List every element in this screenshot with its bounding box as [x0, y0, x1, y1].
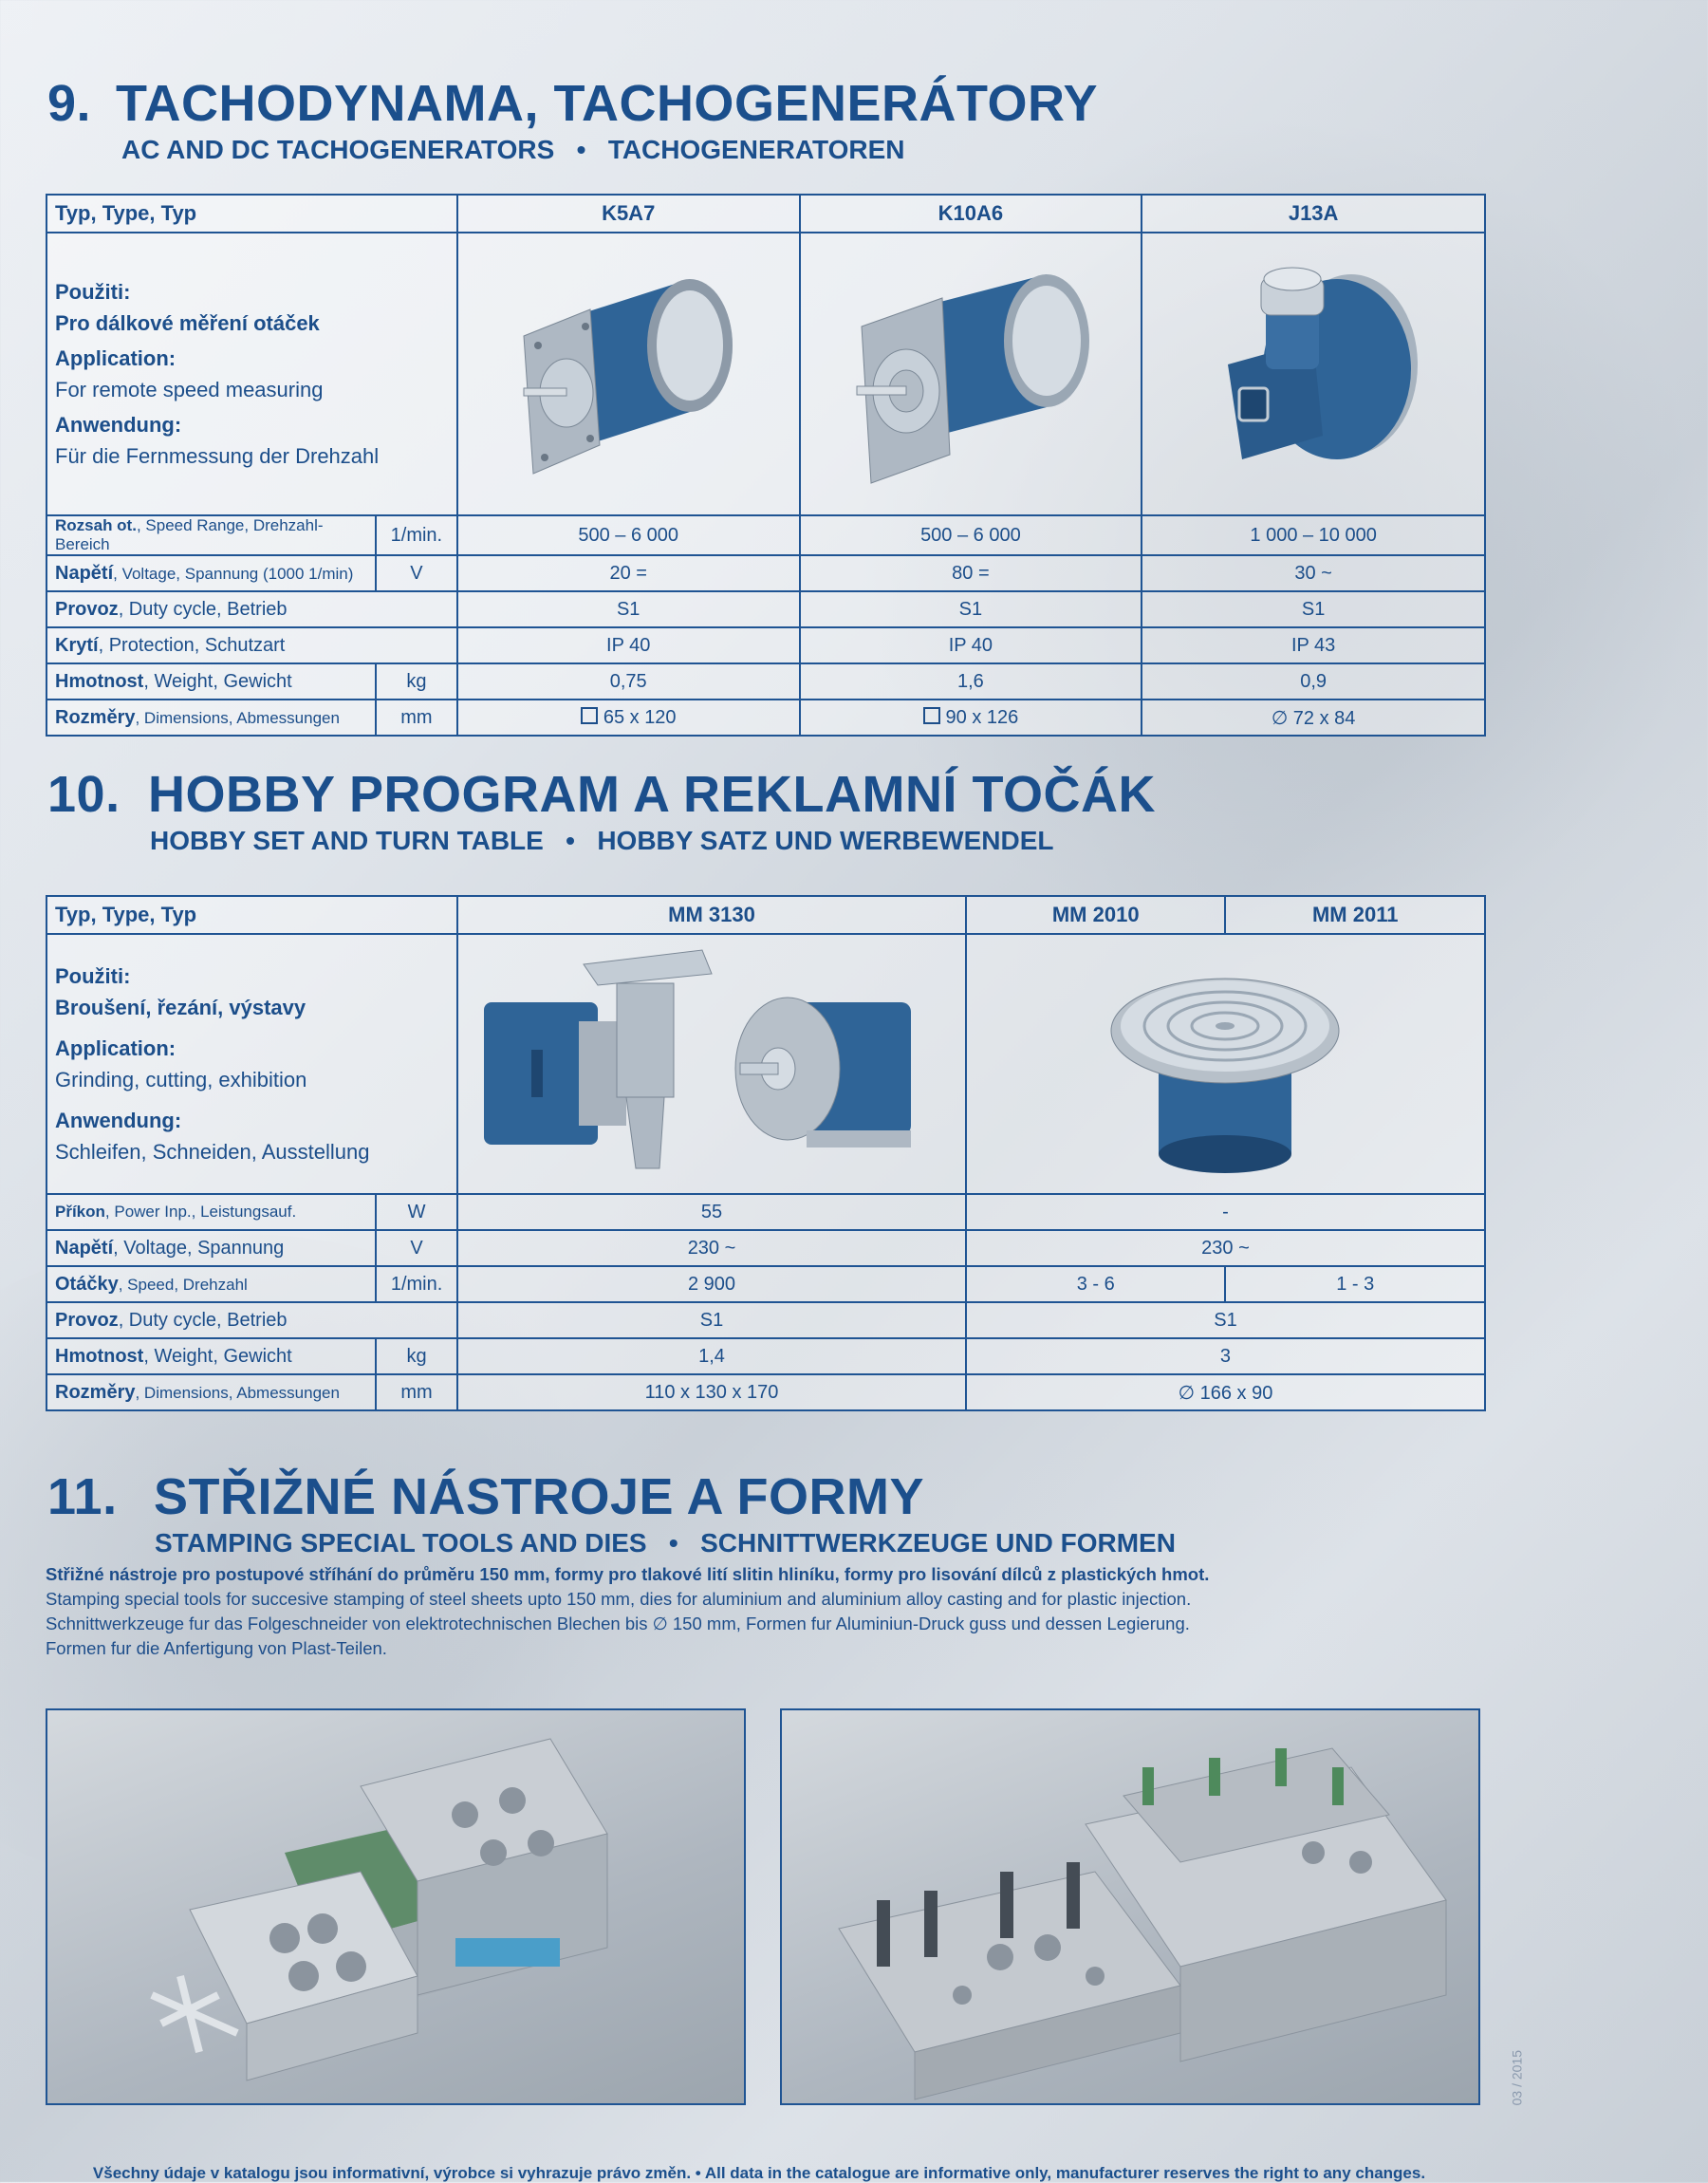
row-label-speed: Otáčky, Speed, Drehzahl — [46, 1266, 376, 1302]
table-header-row — [46, 195, 1485, 233]
value-cell: 20 = — [457, 555, 800, 591]
value-cell: S1 — [1142, 591, 1485, 627]
value-cell: S1 — [457, 1302, 966, 1338]
type-header-label: Typ, Type, Typ — [46, 195, 457, 233]
row-label-voltage: Napětí, Voltage, Spannung (1000 1/min) — [46, 555, 376, 591]
model-j13a: J13A — [1142, 195, 1485, 233]
hobby-spec-table — [46, 895, 1486, 1411]
value-cell: 230 ~ — [966, 1230, 1485, 1266]
value-cell: - — [966, 1194, 1485, 1230]
row-label-dimensions: Rozměry, Dimensions, Abmessungen — [46, 700, 376, 736]
stamping-tool-photo — [780, 1708, 1480, 2105]
application-text: Použiti: Pro dálkové měření otáček Application: For remote speed measuring Anwendung: Für die Fernmessung der Drehzahl — [46, 233, 457, 515]
tachogenerator-k10a6-icon — [828, 251, 1113, 497]
value-cell: S1 — [966, 1302, 1485, 1338]
section-11-title: 11. STŘIŽNÉ NÁSTROJE A FORMY — [47, 1468, 925, 1525]
section-9-title: 9. TACHODYNAMA, TACHOGENERÁTORY — [47, 75, 1098, 132]
row-label-protection: Krytí, Protection, Schutzart — [46, 627, 457, 663]
row-unit: V — [376, 1230, 457, 1266]
table-row — [46, 663, 1485, 700]
value-cell: ∅ 72 x 84 — [1142, 700, 1485, 736]
row-label-dimensions: Rozměry, Dimensions, Abmessungen — [46, 1374, 376, 1410]
value-cell: 500 – 6 000 — [457, 515, 800, 555]
footer-disclaimer: Všechny údaje v katalogu jsou informativní, výrobce si vyhrazuje právo změn. • All data in the catalogue are informative only, manufacturer reserves the right to any changes. — [92, 2164, 1426, 2182]
k5a7-image — [457, 233, 800, 515]
table-row — [46, 1338, 1485, 1374]
value-cell: ∅ 166 x 90 — [966, 1374, 1485, 1410]
section-10-subtitle: HOBBY SET AND TURN TABLE • HOBBY SATZ UND WERBEWENDEL — [150, 826, 1054, 855]
application-text: Použiti: Broušení, řezání, výstavy Application: Grinding, cutting, exhibition Anwendung: Schleifen, Schneiden, Ausstellung — [46, 934, 457, 1194]
model-k5a7: K5A7 — [457, 195, 800, 233]
grinder-set-icon — [465, 945, 958, 1183]
table-row — [46, 555, 1485, 591]
j13a-image — [1142, 233, 1485, 515]
description-cz: Střižné nástroje pro postupové stříhání do průměru 150 mm, formy pro tlakové lití slitin hliníku, formy pro lisování dílců z plastických hmot. — [46, 1564, 1210, 1584]
value-cell: 80 = — [800, 555, 1142, 591]
value-cell: 30 ~ — [1142, 555, 1485, 591]
value-cell: 0,75 — [457, 663, 800, 700]
table-header-row — [46, 896, 1485, 934]
table-row — [46, 515, 1485, 555]
row-label-weight: Hmotnost, Weight, Gewicht — [46, 1338, 376, 1374]
description-en: Stamping special tools for succesive stamping of steel sheets upto 150 mm, dies for aluminium and aluminium alloy casting and for plastic injection. — [46, 1589, 1192, 1609]
value-cell: 55 — [457, 1194, 966, 1230]
row-unit: 1/min. — [376, 1266, 457, 1302]
application-row — [46, 233, 1485, 515]
row-unit: mm — [376, 1374, 457, 1410]
description-de: Schnittwerkzeuge fur das Folgeschneider von elektrotechnischen Blechen bis ∅ 150 mm, Formen fur Aluminiun-Druck guss und dessen Legierung. — [46, 1614, 1190, 1633]
value-cell: IP 40 — [800, 627, 1142, 663]
value-cell: 110 x 130 x 170 — [457, 1374, 966, 1410]
tachogenerator-spec-table — [46, 194, 1486, 737]
tachogenerator-k5a7-icon — [486, 251, 770, 497]
value-cell: 1 000 – 10 000 — [1142, 515, 1485, 555]
table-row — [46, 1374, 1485, 1410]
section-10-title: 10. HOBBY PROGRAM A REKLAMNÍ TOČÁK — [47, 766, 1157, 823]
description-de-2: Formen fur die Anfertigung von Plast-Teilen. — [46, 1638, 387, 1658]
application-row — [46, 934, 1485, 1194]
row-unit: mm — [376, 700, 457, 736]
model-k10a6: K10A6 — [800, 195, 1142, 233]
row-label-duty-cycle: Provoz, Duty cycle, Betrieb — [46, 1302, 457, 1338]
table-row — [46, 1230, 1485, 1266]
table-row — [46, 1302, 1485, 1338]
value-cell: S1 — [800, 591, 1142, 627]
row-label-voltage: Napětí, Voltage, Spannung — [46, 1230, 376, 1266]
k10a6-image — [800, 233, 1142, 515]
value-cell: 2 900 — [457, 1266, 966, 1302]
table-row — [46, 1266, 1485, 1302]
value-cell: IP 40 — [457, 627, 800, 663]
row-unit: kg — [376, 663, 457, 700]
row-unit: W — [376, 1194, 457, 1230]
value-cell: 3 — [966, 1338, 1485, 1374]
value-cell: S1 — [457, 591, 800, 627]
value-cell: 1 - 3 — [1225, 1266, 1485, 1302]
tachogenerator-j13a-icon — [1171, 251, 1456, 497]
value-cell: 90 x 126 — [800, 700, 1142, 736]
stamping-die-icon — [782, 1710, 1478, 2103]
model-mm2011: MM 2011 — [1225, 896, 1485, 934]
value-cell: 500 – 6 000 — [800, 515, 1142, 555]
row-unit: kg — [376, 1338, 457, 1374]
turntable-image — [966, 934, 1485, 1194]
value-cell: IP 43 — [1142, 627, 1485, 663]
row-unit: 1/min. — [376, 515, 457, 555]
catalog-date-code: 03 / 2015 — [1509, 2050, 1524, 2106]
table-row — [46, 591, 1485, 627]
section-11-subtitle: STAMPING SPECIAL TOOLS AND DIES • SCHNITTWERKZEUGE UND FORMEN — [155, 1528, 1176, 1558]
row-unit: V — [376, 555, 457, 591]
square-icon — [923, 707, 940, 724]
table-row — [46, 700, 1485, 736]
table-row — [46, 627, 1485, 663]
injection-mold-icon — [47, 1710, 744, 2103]
value-cell: 230 ~ — [457, 1230, 966, 1266]
value-cell: 0,9 — [1142, 663, 1485, 700]
model-mm2010: MM 2010 — [966, 896, 1226, 934]
table-row — [46, 1194, 1485, 1230]
value-cell: 1,6 — [800, 663, 1142, 700]
square-icon — [581, 707, 598, 724]
turn-table-icon — [1083, 945, 1367, 1183]
value-cell: 65 x 120 — [457, 700, 800, 736]
row-label-duty-cycle: Provoz, Duty cycle, Betrieb — [46, 591, 457, 627]
section-9-subtitle: AC AND DC TACHOGENERATORS • TACHOGENERATOREN — [121, 135, 905, 164]
mm3130-image — [457, 934, 966, 1194]
value-cell: 3 - 6 — [966, 1266, 1226, 1302]
type-header-label: Typ, Type, Typ — [46, 896, 457, 934]
model-mm3130: MM 3130 — [457, 896, 966, 934]
value-cell: 1,4 — [457, 1338, 966, 1374]
row-label-power: Příkon, Power Inp., Leistungsauf. — [46, 1194, 376, 1230]
mold-photo — [46, 1708, 746, 2105]
row-label-weight: Hmotnost, Weight, Gewicht — [46, 663, 376, 700]
row-label-speed-range: Rozsah ot., Speed Range, Drehzahl-Bereich — [46, 515, 376, 555]
